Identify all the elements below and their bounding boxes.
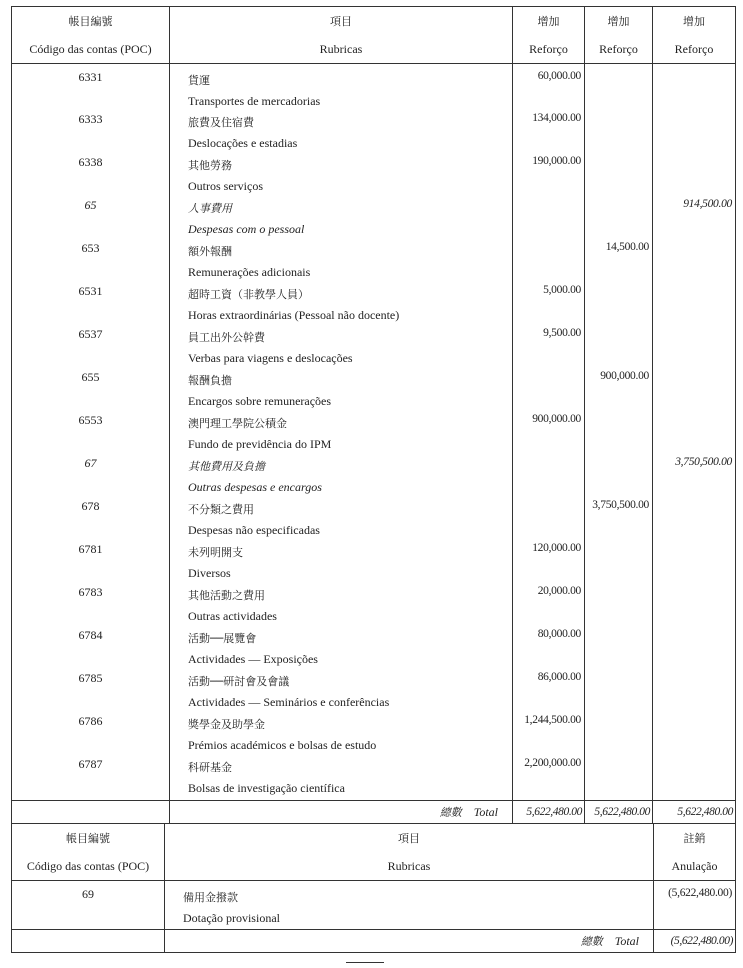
row-desc (170, 155, 513, 198)
total-code-cell (12, 801, 170, 824)
row-col3: 900,000.00 (513, 413, 585, 456)
header-code-zh: 帳目編號 (68, 15, 113, 28)
row-col3: 5,000.00 (513, 284, 585, 327)
row-desc-pt: Prémios académicos e bolsas de estudo (188, 738, 377, 752)
row-desc (170, 241, 513, 284)
row-col5 (653, 542, 736, 585)
row-desc (165, 881, 654, 930)
row-desc (170, 628, 513, 671)
table-row (12, 327, 736, 370)
total-label-pt: Total (614, 934, 639, 948)
row-desc-pt: Actividades — Seminários e conferências (188, 695, 390, 709)
row-col4 (585, 542, 653, 585)
row-desc-zh: 貨運 (188, 74, 210, 87)
row-desc-zh: 獎學金及助學金 (188, 718, 265, 731)
row-desc-zh: 其他勞務 (188, 159, 232, 172)
row-col3: 120,000.00 (513, 542, 585, 585)
row-col5: 3,750,500.00 (653, 456, 736, 499)
header2-col3-pt: Anulação (654, 852, 736, 881)
table-row (12, 241, 736, 284)
header-code-pt: Código das contas (POC) (12, 35, 170, 64)
table-row (12, 542, 736, 585)
row-code: 6784 (78, 628, 103, 642)
row-col5 (653, 714, 736, 757)
row-code: 6553 (78, 413, 103, 427)
row-desc-pt: Outras actividades (188, 609, 277, 623)
header2-item-pt: Rubricas (165, 852, 654, 881)
row-col3: 134,000.00 (513, 112, 585, 155)
row-col3 (513, 370, 585, 413)
row-col4 (585, 112, 653, 155)
row-desc (170, 198, 513, 241)
row-code: 6781 (78, 542, 103, 556)
row-desc-pt: Horas extraordinárias (Pessoal não docente) (188, 308, 400, 322)
row-col3: 60,000.00 (513, 64, 585, 113)
table-row (12, 64, 736, 113)
total-code-cell (12, 930, 165, 953)
total-label-pt: Total (473, 805, 498, 819)
row-col3: (5,622,480.00) (654, 881, 736, 930)
row-col5 (653, 112, 736, 155)
row-desc-pt: Despesas não especificadas (188, 523, 320, 537)
header-col3-zh: 增加 (513, 7, 585, 36)
table-row (12, 757, 736, 801)
table-row (12, 499, 736, 542)
header-item-pt: Rubricas (170, 35, 513, 64)
row-desc-zh: 超時工資（非教學人員） (188, 288, 309, 301)
row-col3: 20,000.00 (513, 585, 585, 628)
row-col5 (653, 757, 736, 801)
row-col3 (513, 456, 585, 499)
row-col4 (585, 413, 653, 456)
row-col5 (653, 327, 736, 370)
row-desc-pt: Dotação provisional (183, 911, 280, 925)
header-col4-zh: 增加 (585, 7, 653, 36)
row-desc (170, 327, 513, 370)
row-desc-zh: 科研基金 (188, 761, 232, 774)
total-label-zh: 總數 (439, 806, 462, 819)
row-desc (170, 671, 513, 714)
total-col3: (5,622,480.00) (654, 930, 736, 953)
row-desc-zh: 活動──展覽會 (188, 632, 257, 645)
row-col3: 190,000.00 (513, 155, 585, 198)
row-desc-pt: Outros serviços (188, 179, 263, 193)
row-code: 69 (82, 887, 94, 901)
table-row (12, 714, 736, 757)
total-row (12, 801, 736, 824)
row-desc-pt: Verbas para viagens e deslocações (188, 351, 353, 365)
row-desc-pt: Bolsas de investigação científica (188, 781, 345, 795)
header-col5-zh: 增加 (653, 7, 736, 36)
row-code: 6786 (78, 714, 103, 728)
row-col4 (585, 585, 653, 628)
row-code: 6787 (78, 757, 103, 771)
header2-item-zh: 項目 (165, 824, 654, 853)
row-desc-zh: 備用金撥款 (183, 891, 238, 904)
row-desc-zh: 員工出外公幹費 (188, 331, 265, 344)
row-desc (170, 64, 513, 113)
header-col3-pt: Reforço (513, 35, 585, 64)
total-label (165, 930, 654, 953)
table-row (12, 155, 736, 198)
total-label-zh: 總數 (580, 935, 603, 948)
table-row (12, 284, 736, 327)
total-col3: 5,622,480.00 (513, 801, 585, 824)
row-col4 (585, 155, 653, 198)
row-desc (170, 542, 513, 585)
row-desc (170, 413, 513, 456)
total-col4: 5,622,480.00 (585, 801, 653, 824)
table-row (12, 456, 736, 499)
row-col4 (585, 327, 653, 370)
row-code: 67 (84, 456, 97, 470)
row-desc (170, 284, 513, 327)
row-col4 (585, 628, 653, 671)
table-row (12, 198, 736, 241)
row-desc (170, 714, 513, 757)
row-desc (170, 456, 513, 499)
header2-code-pt: Código das contas (POC) (12, 852, 165, 881)
row-desc-pt: Encargos sobre remunerações (188, 394, 332, 408)
row-code: 6537 (78, 327, 103, 341)
row-code: 6783 (78, 585, 103, 599)
row-col5 (653, 284, 736, 327)
row-desc-zh: 其他活動之費用 (188, 589, 265, 602)
row-desc-pt: Transportes de mercadorias (188, 94, 321, 108)
row-col3: 86,000.00 (513, 671, 585, 714)
table-row (12, 671, 736, 714)
row-col3 (513, 499, 585, 542)
row-code: 655 (81, 370, 100, 384)
header2-col3-zh: 註銷 (654, 824, 736, 853)
row-desc-pt: Despesas com o pessoal (188, 222, 305, 236)
row-col4 (585, 671, 653, 714)
row-desc-zh: 澳門理工學院公積金 (188, 417, 287, 430)
annulment-table (11, 823, 736, 953)
row-col3: 1,244,500.00 (513, 714, 585, 757)
row-col4 (585, 714, 653, 757)
page-separator (346, 962, 384, 963)
header2-code-zh: 帳目編號 (66, 832, 110, 845)
header-col5-pt: Reforço (653, 35, 736, 64)
row-desc-pt: Fundo de previdência do IPM (188, 437, 332, 451)
row-desc (170, 585, 513, 628)
reinforcement-table (11, 6, 736, 824)
row-code: 6333 (78, 112, 103, 126)
row-col5 (653, 671, 736, 714)
row-col3 (513, 241, 585, 284)
row-col5 (653, 413, 736, 456)
row-col3: 80,000.00 (513, 628, 585, 671)
row-col4: 900,000.00 (585, 370, 653, 413)
row-code: 678 (81, 499, 100, 513)
row-col3: 2,200,000.00 (513, 757, 585, 801)
row-col4 (585, 456, 653, 499)
row-code: 6338 (78, 155, 103, 169)
row-desc-zh: 活動──研討會及會議 (188, 675, 290, 688)
row-desc-zh: 報酬負擔 (188, 374, 232, 387)
row-desc (170, 112, 513, 155)
row-col4 (585, 198, 653, 241)
row-code: 6531 (78, 284, 103, 298)
row-col4: 14,500.00 (585, 241, 653, 284)
row-col5 (653, 499, 736, 542)
row-col4 (585, 284, 653, 327)
table-row (12, 370, 736, 413)
row-col5 (653, 155, 736, 198)
table-row (12, 585, 736, 628)
total-col5: 5,622,480.00 (653, 801, 736, 824)
row-col4 (585, 757, 653, 801)
row-desc-pt: Remunerações adicionais (188, 265, 311, 279)
row-desc-zh: 其他費用及負擔 (188, 460, 265, 473)
row-col5 (653, 370, 736, 413)
row-code: 6331 (78, 70, 103, 84)
row-col5 (653, 628, 736, 671)
row-col5 (653, 64, 736, 113)
table-row (12, 628, 736, 671)
row-col3: 9,500.00 (513, 327, 585, 370)
row-desc-zh: 額外報酬 (188, 245, 232, 258)
row-code: 6785 (78, 671, 103, 685)
row-desc-zh: 人事費用 (188, 202, 232, 215)
table-row (12, 881, 736, 930)
row-col5 (653, 241, 736, 284)
header-item-zh: 項目 (170, 7, 513, 36)
row-col3 (513, 198, 585, 241)
total-label (170, 801, 513, 824)
row-desc-pt: Diversos (188, 566, 231, 580)
row-desc (170, 370, 513, 413)
row-col5 (653, 585, 736, 628)
table-row (12, 112, 736, 155)
row-desc-pt: Deslocações e estadias (188, 136, 298, 150)
table-row (12, 413, 736, 456)
row-col4: 3,750,500.00 (585, 499, 653, 542)
row-desc (170, 757, 513, 801)
total-row (12, 930, 736, 953)
header-col4-pt: Reforço (585, 35, 653, 64)
row-desc-zh: 未列明開支 (188, 546, 243, 559)
row-desc-pt: Outras despesas e encargos (188, 480, 322, 494)
row-desc-zh: 旅費及住宿費 (188, 116, 254, 129)
row-col5: 914,500.00 (653, 198, 736, 241)
row-code: 65 (84, 198, 97, 212)
row-desc-pt: Actividades — Exposições (188, 652, 318, 666)
row-col4 (585, 64, 653, 113)
row-code: 653 (81, 241, 100, 255)
row-desc (170, 499, 513, 542)
row-desc-zh: 不分類之費用 (188, 503, 254, 516)
